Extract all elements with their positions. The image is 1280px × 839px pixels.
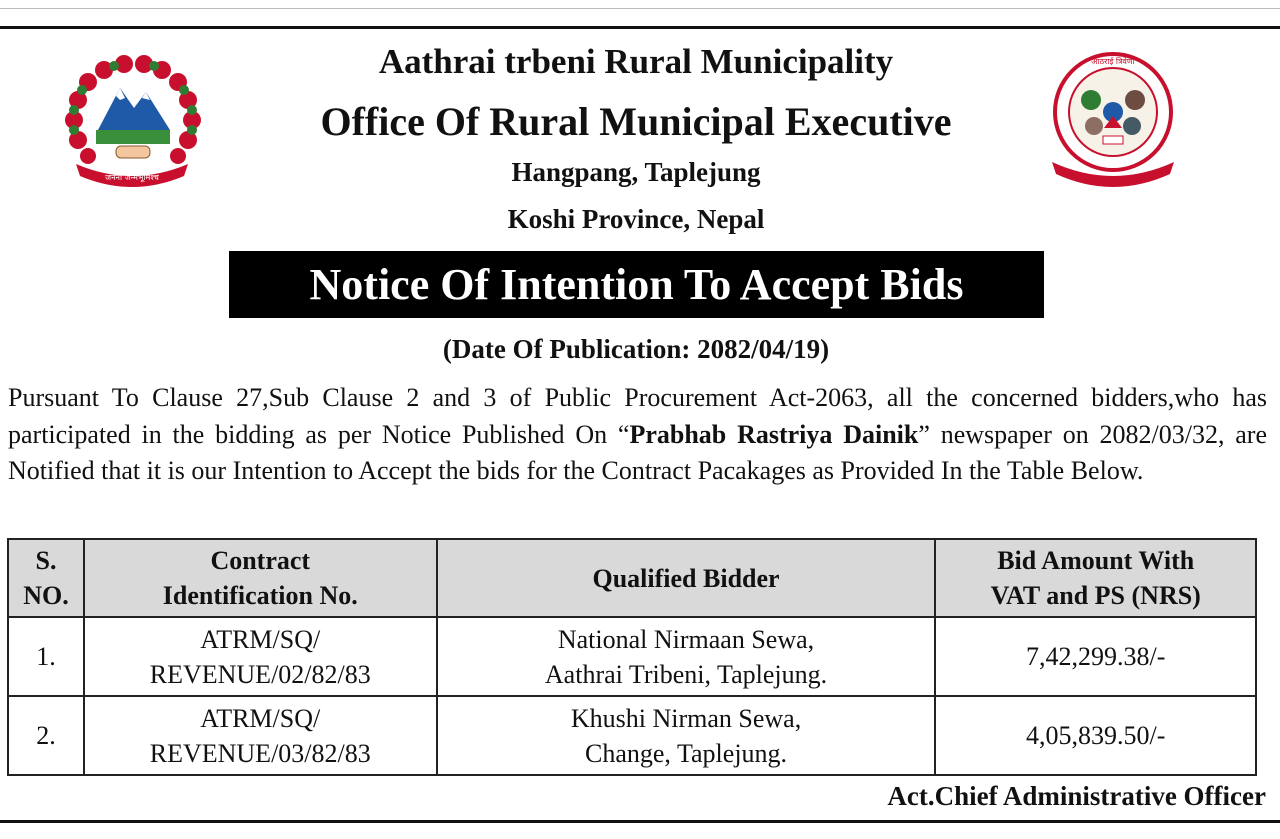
- header-sn-line2: NO.: [23, 581, 69, 610]
- row-sn: 1.: [8, 617, 84, 696]
- newspaper-name: Prabhab Rastriya Dainik: [629, 419, 919, 449]
- bottom-divider: [0, 820, 1280, 823]
- address-line-2: Koshi Province, Nepal: [507, 204, 765, 234]
- contract-line1: ATRM/SQ/: [200, 624, 321, 654]
- table-row: [8, 696, 1256, 775]
- table-row: [8, 617, 1256, 696]
- top-divider: [0, 26, 1280, 29]
- bidder-line2: Aathrai Tribeni, Taplejung.: [544, 659, 828, 689]
- row-sn: 2.: [8, 696, 84, 775]
- header-bid-amount: [935, 539, 1256, 617]
- contract-line2: REVENUE/02/82/83: [149, 659, 371, 689]
- header-amount-line2: VAT and PS (NRS): [990, 581, 1201, 610]
- header-qualified-bidder: Qualified Bidder: [437, 539, 936, 617]
- publication-date: (Date Of Publication: 2082/04/19): [442, 334, 830, 364]
- organization-name: Aathrai trbeni Rural Municipality: [378, 42, 894, 81]
- header-contract-line2: Identification No.: [162, 581, 358, 610]
- notice-title: Notice Of Intention To Accept Bids: [229, 251, 1044, 318]
- bids-table: [7, 538, 1257, 776]
- body-part-2: ” newspaper on 2082/03/32, are Notified that it is our Intention to Accept the bids for the Contract Pacakages as Provided In the Table Below.: [8, 419, 1267, 485]
- header-sn-line1: S.: [35, 546, 57, 575]
- contract-line2: REVENUE/03/82/83: [149, 738, 371, 768]
- body-part-1: Pursuant To Clause 27,Sub Clause 2 and 3 of Public Procurement Act-2063, all the concerned bidders,who has participated in the bidding as per Notice Published On “: [8, 383, 1267, 449]
- header-amount-line1: Bid Amount With: [997, 546, 1195, 575]
- office-name: Office Of Rural Municipal Executive: [320, 99, 952, 144]
- header-contract-line1: Contract: [210, 546, 311, 575]
- svg-text:आठराई त्रिवेणी: आठराई त्रिवेणी: [1091, 57, 1135, 66]
- header-contract-id: [84, 539, 437, 617]
- row-bidder: [437, 696, 936, 775]
- row-contract-id: [84, 617, 437, 696]
- top-border-strip: [0, 0, 1280, 9]
- address-line-1: Hangpang, Taplejung: [511, 157, 761, 187]
- row-contract-id: [84, 696, 437, 775]
- row-amount: 7,42,299.38/-: [935, 617, 1256, 696]
- notice-body: [8, 380, 1267, 490]
- row-amount: 4,05,839.50/-: [935, 696, 1256, 775]
- bidder-line1: National Nirmaan Sewa,: [557, 624, 815, 654]
- contract-line1: ATRM/SQ/: [200, 703, 321, 733]
- signature-title: Act.Chief Administrative Officer: [887, 781, 1266, 811]
- svg-text:जननी जन्मभूमिश्च: जननी जन्मभूमिश्च: [105, 173, 159, 182]
- bidder-line2: Change, Taplejung.: [585, 738, 788, 768]
- table-header-row: [8, 539, 1256, 617]
- row-bidder: [437, 617, 936, 696]
- header-sn: [8, 539, 84, 617]
- bidder-line1: Khushi Nirman Sewa,: [570, 703, 802, 733]
